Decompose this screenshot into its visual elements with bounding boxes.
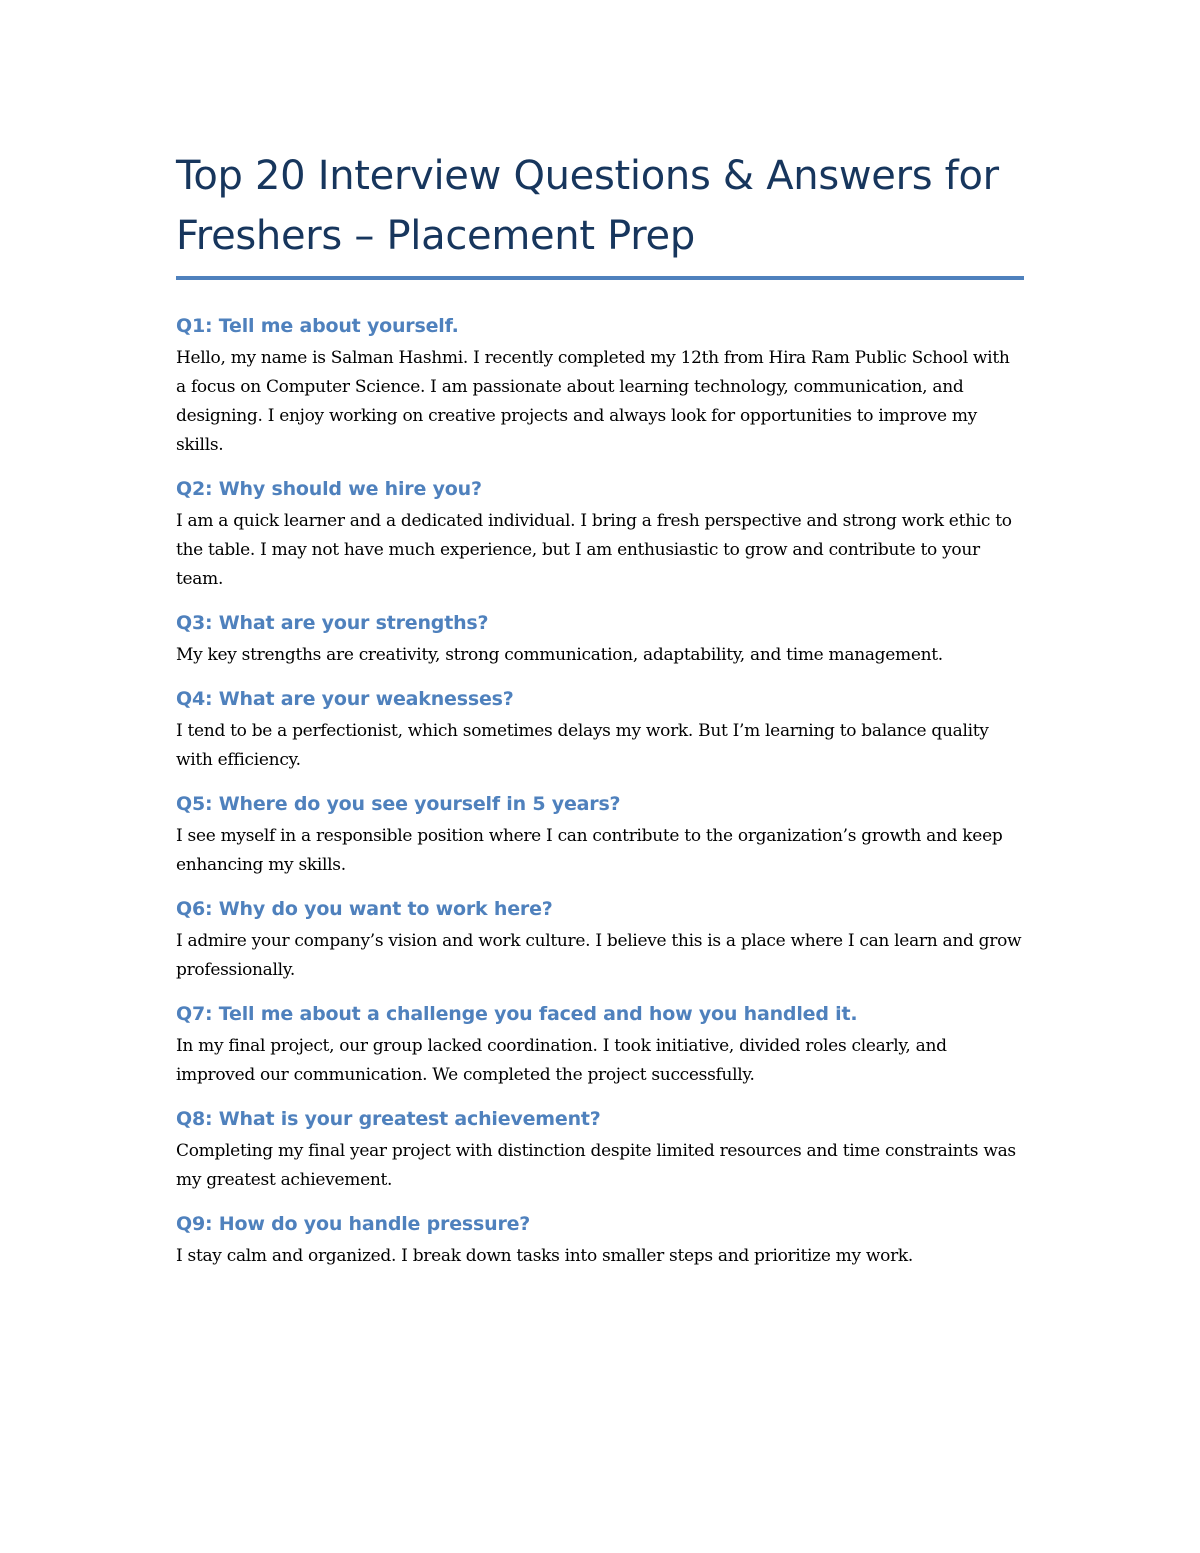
answer-paragraph: My key strengths are creativity, strong communication, adaptability, and time management.: [176, 645, 943, 665]
answer-paragraph: In my final project, our group lacked coordination. I took initiative, divided roles clearly, and improved our communication. We completed the project successfully.: [176, 1036, 947, 1085]
qa-item-7: [176, 1000, 1024, 1090]
question-heading: Q6: Why do you want to work here?: [176, 898, 553, 920]
qa-item-4: [176, 685, 1024, 775]
question-heading: Q5: Where do you see yourself in 5 years?: [176, 793, 621, 815]
answer-paragraph: Hello, my name is Salman Hashmi. I recently completed my 12th from Hira Ram Public School with a focus on Computer Science. I am passionate about learning technology, communication, and designing. I enjoy working on creative projects and always look for opportunities to improve my skills.: [176, 348, 1010, 455]
qa-item-1: [176, 312, 1024, 460]
question-heading: Q1: Tell me about yourself.: [176, 315, 459, 337]
question-heading: Q9: How do you handle pressure?: [176, 1213, 531, 1235]
question-heading: Q3: What are your strengths?: [176, 612, 489, 634]
qa-item-2: [176, 475, 1024, 594]
qa-item-3: [176, 609, 1024, 670]
question-heading: Q7: Tell me about a challenge you faced and how you handled it.: [176, 1003, 858, 1025]
question-heading: Q2: Why should we hire you?: [176, 478, 482, 500]
qa-list: [176, 312, 1024, 1271]
qa-item-8: [176, 1105, 1024, 1195]
answer-paragraph: I admire your company’s vision and work culture. I believe this is a place where I can learn and grow professionally.: [176, 931, 1022, 980]
answer-paragraph: I tend to be a perfectionist, which sometimes delays my work. But I’m learning to balance quality with efficiency.: [176, 721, 989, 770]
title-underline-rule: [176, 276, 1024, 280]
qa-item-9: [176, 1210, 1024, 1271]
question-heading: Q8: What is your greatest achievement?: [176, 1108, 601, 1130]
qa-item-6: [176, 895, 1024, 985]
answer-paragraph: I stay calm and organized. I break down tasks into smaller steps and prioritize my work.: [176, 1246, 914, 1266]
qa-item-5: [176, 790, 1024, 880]
answer-paragraph: Completing my final year project with distinction despite limited resources and time constraints was my greatest achievement.: [176, 1141, 1016, 1190]
answer-paragraph: I see myself in a responsible position where I can contribute to the organization’s growth and keep enhancing my skills.: [176, 826, 1003, 875]
page-content: [176, 146, 1024, 1286]
page-title: Top 20 Interview Questions & Answers for Freshers – Placement Prep: [176, 153, 999, 259]
answer-paragraph: I am a quick learner and a dedicated individual. I bring a fresh perspective and strong work ethic to the table. I may not have much experience, but I am enthusiastic to grow and contribute to your team.: [176, 511, 1012, 589]
question-heading: Q4: What are your weaknesses?: [176, 688, 514, 710]
